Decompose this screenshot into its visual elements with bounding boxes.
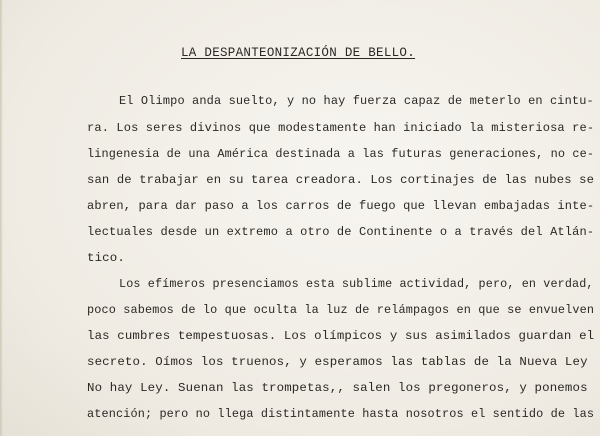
paragraph-1-line-3: lingenesia de una América destinada a las futuras generaciones, no ce- [87,147,595,161]
paragraph-2-line-4: secreto. Oímos los truenos, y esperamos las tablas de la Nueva Ley [87,355,588,369]
paragraph-1-line-2: ra. Los seres divinos que modestamente han iniciado la misteriosa re- [87,121,595,135]
document-title: LA DESPANTEONIZACIÓN DE BELLO. [181,46,416,60]
paragraph-1-line-1: El Olimpo anda suelto, y no hay fuerza capaz de meterlo en cintu- [119,94,594,108]
paragraph-2-line-6: atención; pero no llega distintamente hasta nosotros el sentido de las [87,407,595,421]
paragraph-1-line-6: lectuales desde un extremo a otro de Continente o a través del Atlán- [87,225,595,239]
paragraph-2-line-5: No hay Ley. Suenan las trompetas,, salen los pregoneros, y ponemos [87,381,588,395]
paragraph-2-line-1: Los efímeros presenciamos esta sublime actividad, pero, en verdad, [119,277,594,291]
paragraph-2-line-2: poco sabemos de lo que oculta la luz de relámpagos en que se envuelven [87,303,595,317]
paragraph-2-line-3: las cumbres tempestuosas. Los olímpicos y sus asimilados guardan el [87,329,595,343]
paragraph-1-line-4: san de trabajar en su tarea creadora. Los cortinajes de las nubes se [87,173,595,187]
page-edge-shadow [0,0,3,436]
paragraph-1-line-5: abren, para dar paso a los carros de fuego que llevan embajadas inte- [87,199,595,213]
paragraph-1-line-7: tico. [87,251,125,265]
